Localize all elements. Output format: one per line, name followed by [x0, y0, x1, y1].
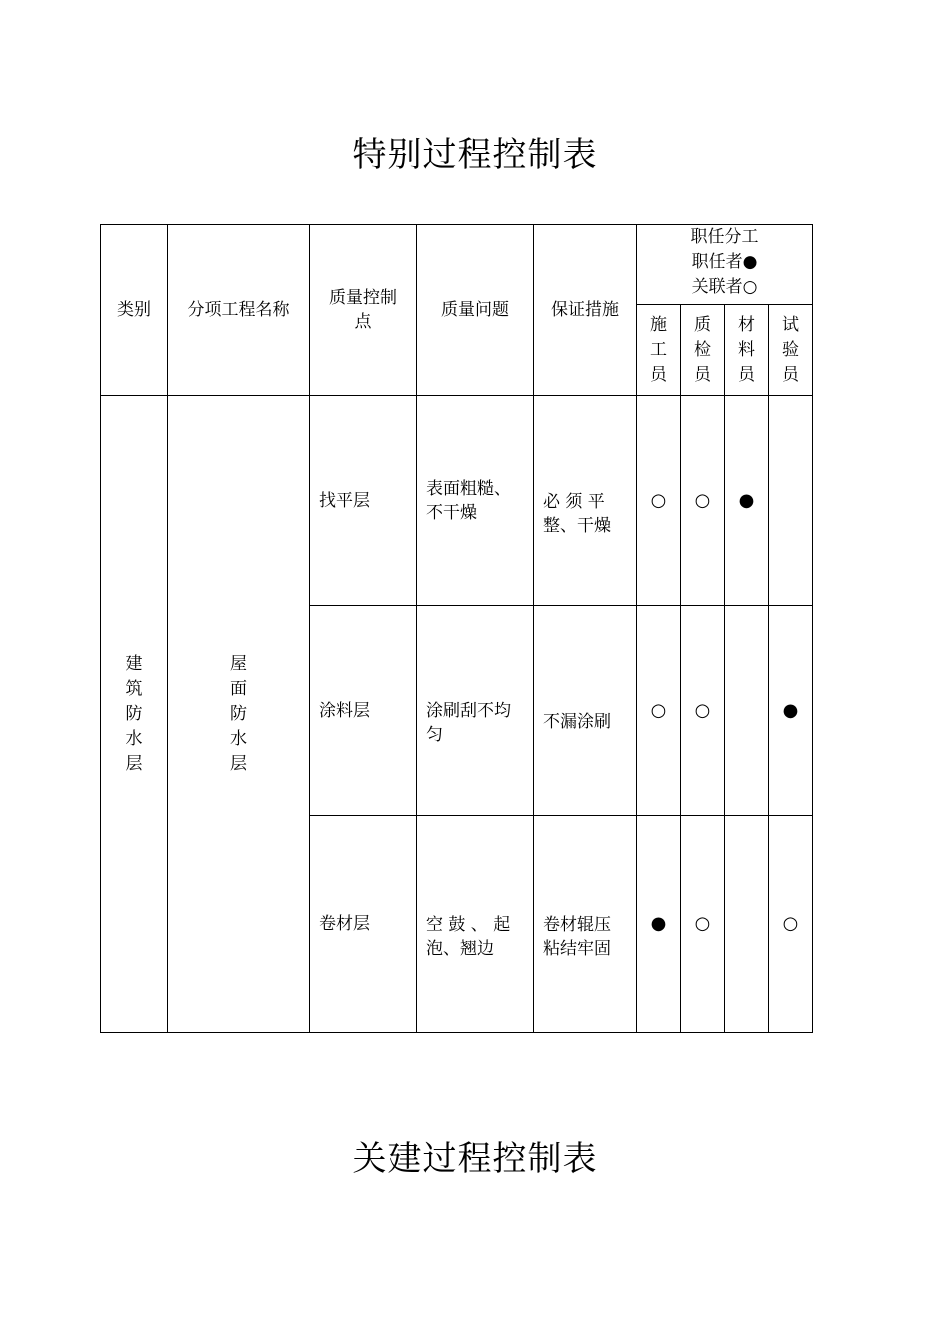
problem-cell: 涂刷刮不均 匀: [417, 606, 534, 816]
measure-cell: 卷材辊压 粘结牢固: [534, 816, 637, 1033]
mark-construction: ●: [637, 816, 681, 1033]
mark-material: ●: [725, 396, 769, 606]
subproject-cell: 屋 面 防 水 层: [168, 396, 310, 1033]
duty-line: 职任分工: [690, 227, 759, 247]
header-category: 类别: [101, 225, 168, 396]
mark-inspector: ○: [681, 816, 725, 1033]
control-point-cell: 涂料层: [310, 606, 417, 816]
header-control-point: 质量控制点: [310, 225, 417, 396]
header-problem: 质量问题: [417, 225, 534, 396]
measure-cell: 不漏涂刷: [534, 606, 637, 816]
page-title: 特别过程控制表: [352, 135, 598, 175]
header-subproject: 分项工程名称: [168, 225, 310, 396]
header-measure: 保证措施: [534, 225, 637, 396]
header-role-inspector: 质 检 员: [681, 305, 725, 396]
category-cell: 建 筑 防 水 层: [101, 396, 168, 1033]
mark-material: [725, 606, 769, 816]
header-role-material: 材 料 员: [725, 305, 769, 396]
mark-inspector: ○: [681, 396, 725, 606]
header-role-construction: 施 工 员: [637, 305, 681, 396]
problem-cell: 表面粗糙、 不干燥: [417, 396, 534, 606]
measure-cell: 必 须 平 整、干燥: [534, 396, 637, 606]
mark-material: [725, 816, 769, 1033]
mark-construction: ○: [637, 606, 681, 816]
control-point-cell: 卷材层: [310, 816, 417, 1033]
duty-line: 职任者●: [691, 252, 758, 272]
mark-testing: ●: [769, 606, 813, 816]
control-point-cell: 找平层: [310, 396, 417, 606]
control-table: [100, 224, 813, 1033]
duty-line: 关联者○: [691, 277, 758, 297]
section-title: 关建过程控制表: [352, 1139, 598, 1179]
table-row: [101, 396, 813, 606]
mark-testing: ○: [769, 816, 813, 1033]
mark-testing: [769, 396, 813, 606]
mark-inspector: ○: [681, 606, 725, 816]
header-duty-division: [637, 225, 813, 305]
problem-cell: 空 鼓 、 起 泡、翘边: [417, 816, 534, 1033]
header-role-testing: 试 验 员: [769, 305, 813, 396]
mark-construction: ○: [637, 396, 681, 606]
